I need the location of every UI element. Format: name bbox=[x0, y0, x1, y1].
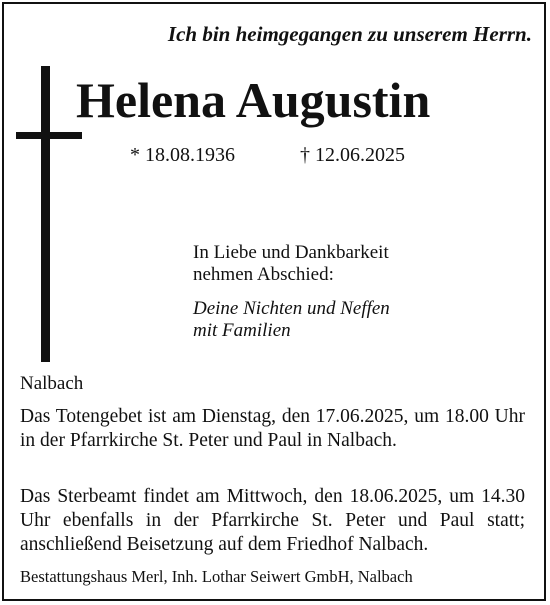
cross-vertical-bar bbox=[41, 66, 50, 362]
birth-date: * 18.08.1936 bbox=[130, 144, 235, 166]
death-date: † 12.06.2025 bbox=[300, 144, 405, 166]
deceased-name: Helena Augustin bbox=[76, 72, 431, 128]
family-line-2: mit Familien bbox=[193, 320, 291, 341]
mourners-line-2: nehmen Abschied: bbox=[193, 264, 334, 285]
motto: Ich bin heimgegangen zu unserem Herrn. bbox=[167, 22, 532, 46]
mourners-line-1: In Liebe und Dankbarkeit bbox=[193, 242, 389, 263]
undertaker-line: Bestattungshaus Merl, Inh. Lothar Seiwert GmbH, Nalbach bbox=[20, 567, 413, 586]
cross-horizontal-bar bbox=[16, 132, 82, 139]
mass-paragraph: Das Sterbeamt findet am Mittwoch, den 18.06.2025, um 14.30 Uhr ebenfalls in der Pfarrkirche St. Peter und Paul statt; anschließend Beisetzung auf dem Friedhof Nalbach. bbox=[20, 486, 525, 555]
prayer-paragraph: Das Totengebet ist am Dienstag, den 17.06.2025, um 18.00 Uhr in der Pfarrkirche St. Peter und Paul in Nalbach. bbox=[20, 406, 525, 451]
place-name: Nalbach bbox=[20, 373, 84, 394]
mourners-block bbox=[193, 242, 390, 342]
family-line-1: Deine Nichten und Neffen bbox=[193, 298, 390, 319]
